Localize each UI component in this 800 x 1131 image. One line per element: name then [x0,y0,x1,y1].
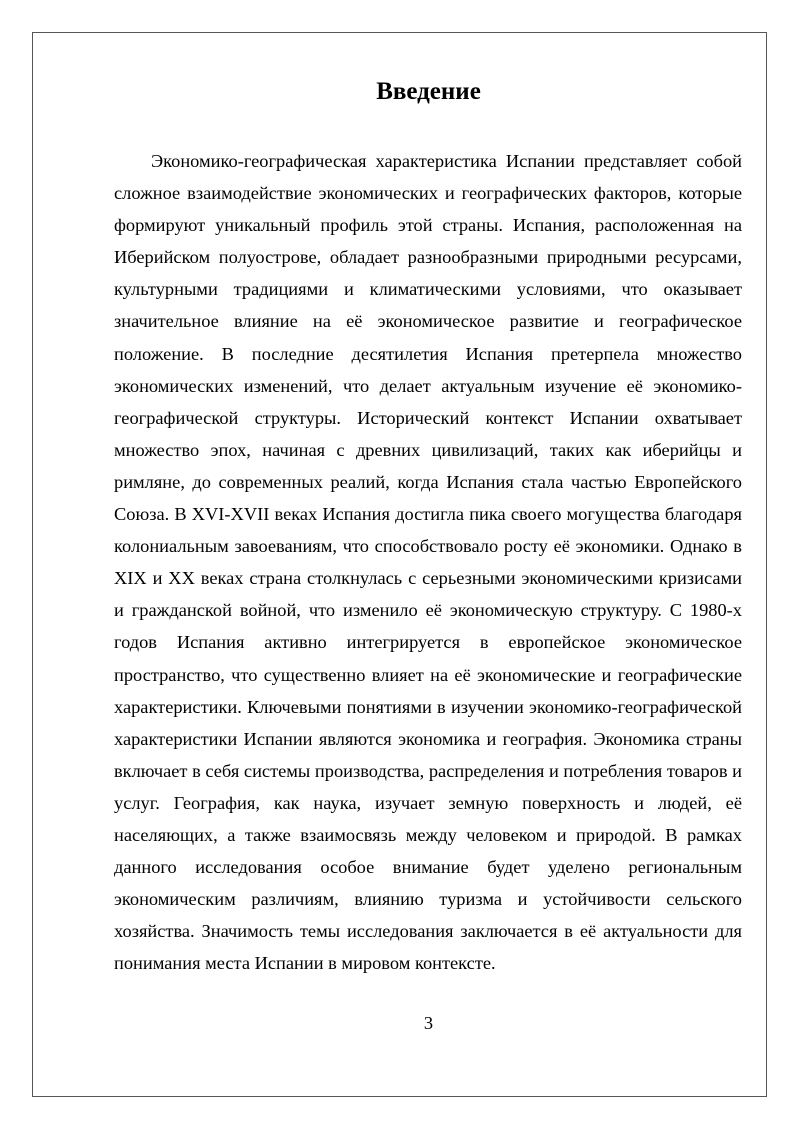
page-number: 3 [423,1013,434,1033]
body-paragraph: Экономико-географическая характеристика Испании представляет собой сложное взаимодействие экономических и географических факторов, которые формируют уникальный профиль этой страны. Испания, расположенная на Иберийском полуострове, обладает разнообразными природными ресурсами, культурными традициями и климатическими условиями, что оказывает значительное влияние на её экономическое развитие и географическое положение. В последние десятилетия Испания претерпела множество экономических изменений, что делает актуальным изучение её экономико-географической структуры. Исторический контекст Испании охватывает множество эпох, начиная с древних цивилизаций, таких как иберийцы и римляне, до современных реалий, когда Испания стала частью Европейского Союза. В XVI-XVII веках Испания достигла пика своего могущества благодаря колониальным завоеваниям, что способствовало росту её экономики. Однако в XIX и XX веках страна столкнулась с серьезными экономическими кризисами и гражданской войной, что изменило её экономическую структуру. С 1980-х годов Испания активно интегрируется в европейское экономическое пространство, что существенно влияет на её экономические и географические характеристики. Ключевыми понятиями в изучении экономико-географической характеристики Испании являются экономика и география. Экономика страны включает в себя системы производства, распределения и потребления товаров и услуг. География, как наука, изучает земную поверхность и людей, её населяющих, а также взаимосвязь между человеком и природой. В рамках данного исследования особое внимание будет уделено региональным экономическим различиям, влиянию туризма и устойчивости сельского хозяйства. Значимость темы исследования заключается в её актуальности для понимания места Испании в мировом контексте. [114,151,742,974]
page-title: Введение [376,78,481,105]
